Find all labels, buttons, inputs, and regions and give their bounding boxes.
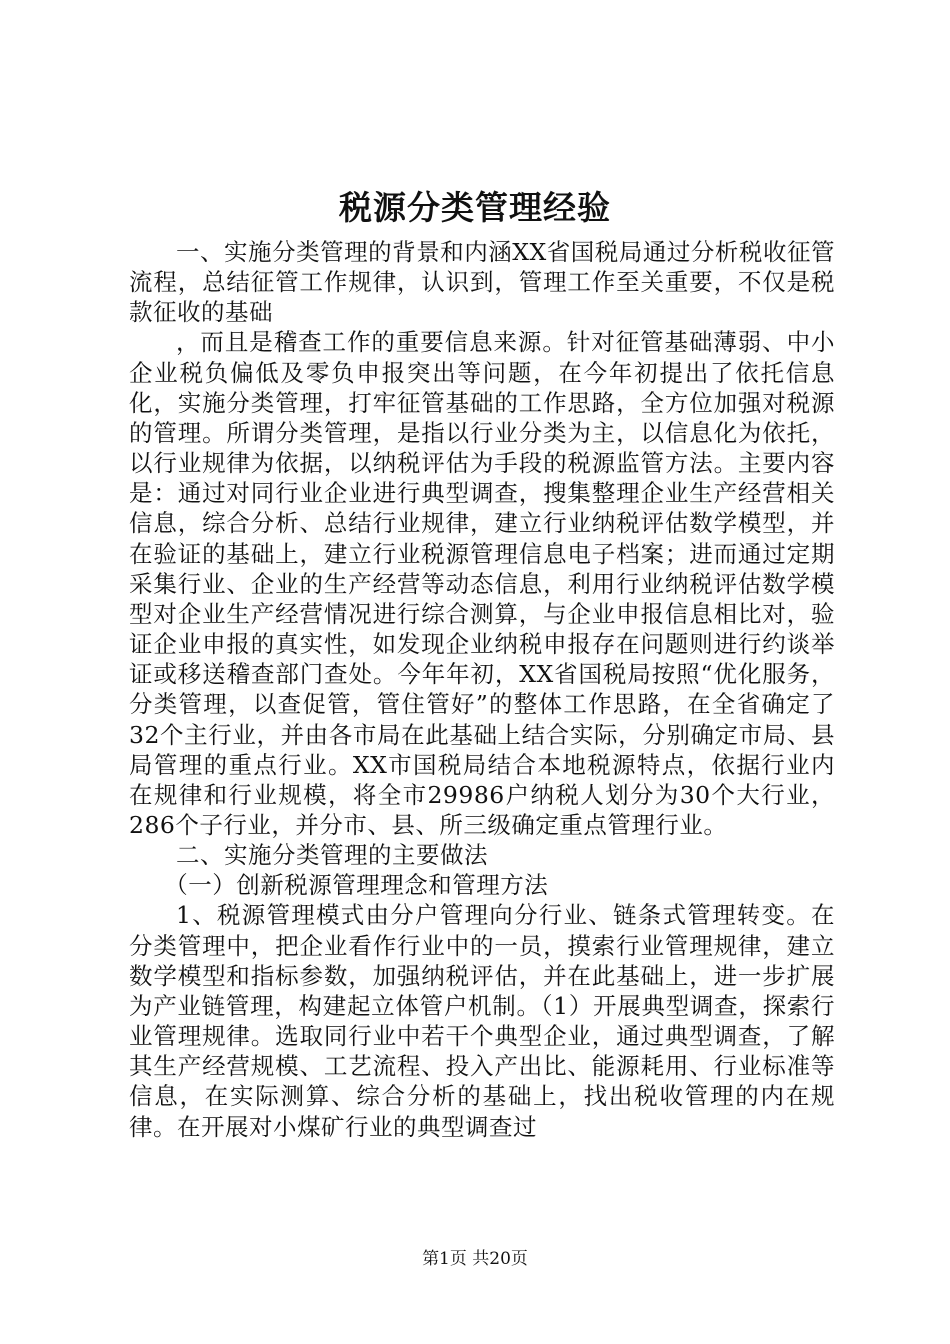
page-footer: 第1页 共20页 — [422, 1249, 528, 1269]
paragraph-continuation: ，而且是稽查工作的重要信息来源。针对征管基础薄弱、中小企业税负偏低及零负申报突出等问题，在今年初提出了依托信息化，实施分类管理，打牢征管基础的工作思路，全方位加强对税源的管理。所谓分类管理，是指以行业分类为主，以信息化为依托，以行业规律为依据，以纳税评估为手段的税源监管方法。主要内容是：通过对同行业企业进行典型调查，搜集整理企业生产经营相关信息，综合分析、总结行业规律，建立行业纳税评估数学模型，并在验证的基础上，建立行业税源管理信息电子档案；进而通过定期采集行业、企业的生产经营等动态信息，利用行业纳税评估数学模型对企业生产经营情况进行综合测算，与企业申报信息相比对，验证企业申报的真实性，如发现企业纳税申报存在问题则进行约谈举证或移送稽查部门查处。今年年初，XX省国税局按照“优化服务，分类管理，以查促管，管住管好”的整体工作思路，在全省确定了32个主行业，并由各市局在此基础上结合实际，分别确定市局、县局管理的重点行业。XX市国税局结合本地税源特点，依据行业内在规律和行业规模，将全市29986户纳税人划分为30个大行业，286个子行业，并分市、县、所三级确定重点管理行业。 — [129, 328, 835, 839]
document-body — [129, 237, 835, 1142]
section-heading-main-practices: 二、实施分类管理的主要做法 — [176, 841, 488, 870]
paragraph-management-model: 1、税源管理模式由分户管理向分行业、链条式管理转变。在分类管理中，把企业看作行业中的一员，摸索行业管理规律，建立数学模型和指标参数，加强纳税评估，并在此基础上，进一步扩展为产业链管理，构建起立体管户机制。（1）开展典型调查，探索行业管理规律。选取同行业中若干个典型企业，通过典型调查，了解其生产经营规模、工艺流程、投入产出比、能源耗用、行业标准等信息，在实际测算、综合分析的基础上，找出税收管理的内在规律。在开展对小煤矿行业的典型调查过 — [129, 901, 835, 1141]
document-title: 税源分类管理经验 — [339, 188, 611, 227]
subsection-heading-innovation: （一）创新税源管理理念和管理方法 — [164, 871, 549, 900]
paragraph-background: 一、实施分类管理的背景和内涵XX省国税局通过分析税收征管流程，总结征管工作规律，认识到，管理工作至关重要，不仅是税款征收的基础 — [129, 238, 835, 327]
